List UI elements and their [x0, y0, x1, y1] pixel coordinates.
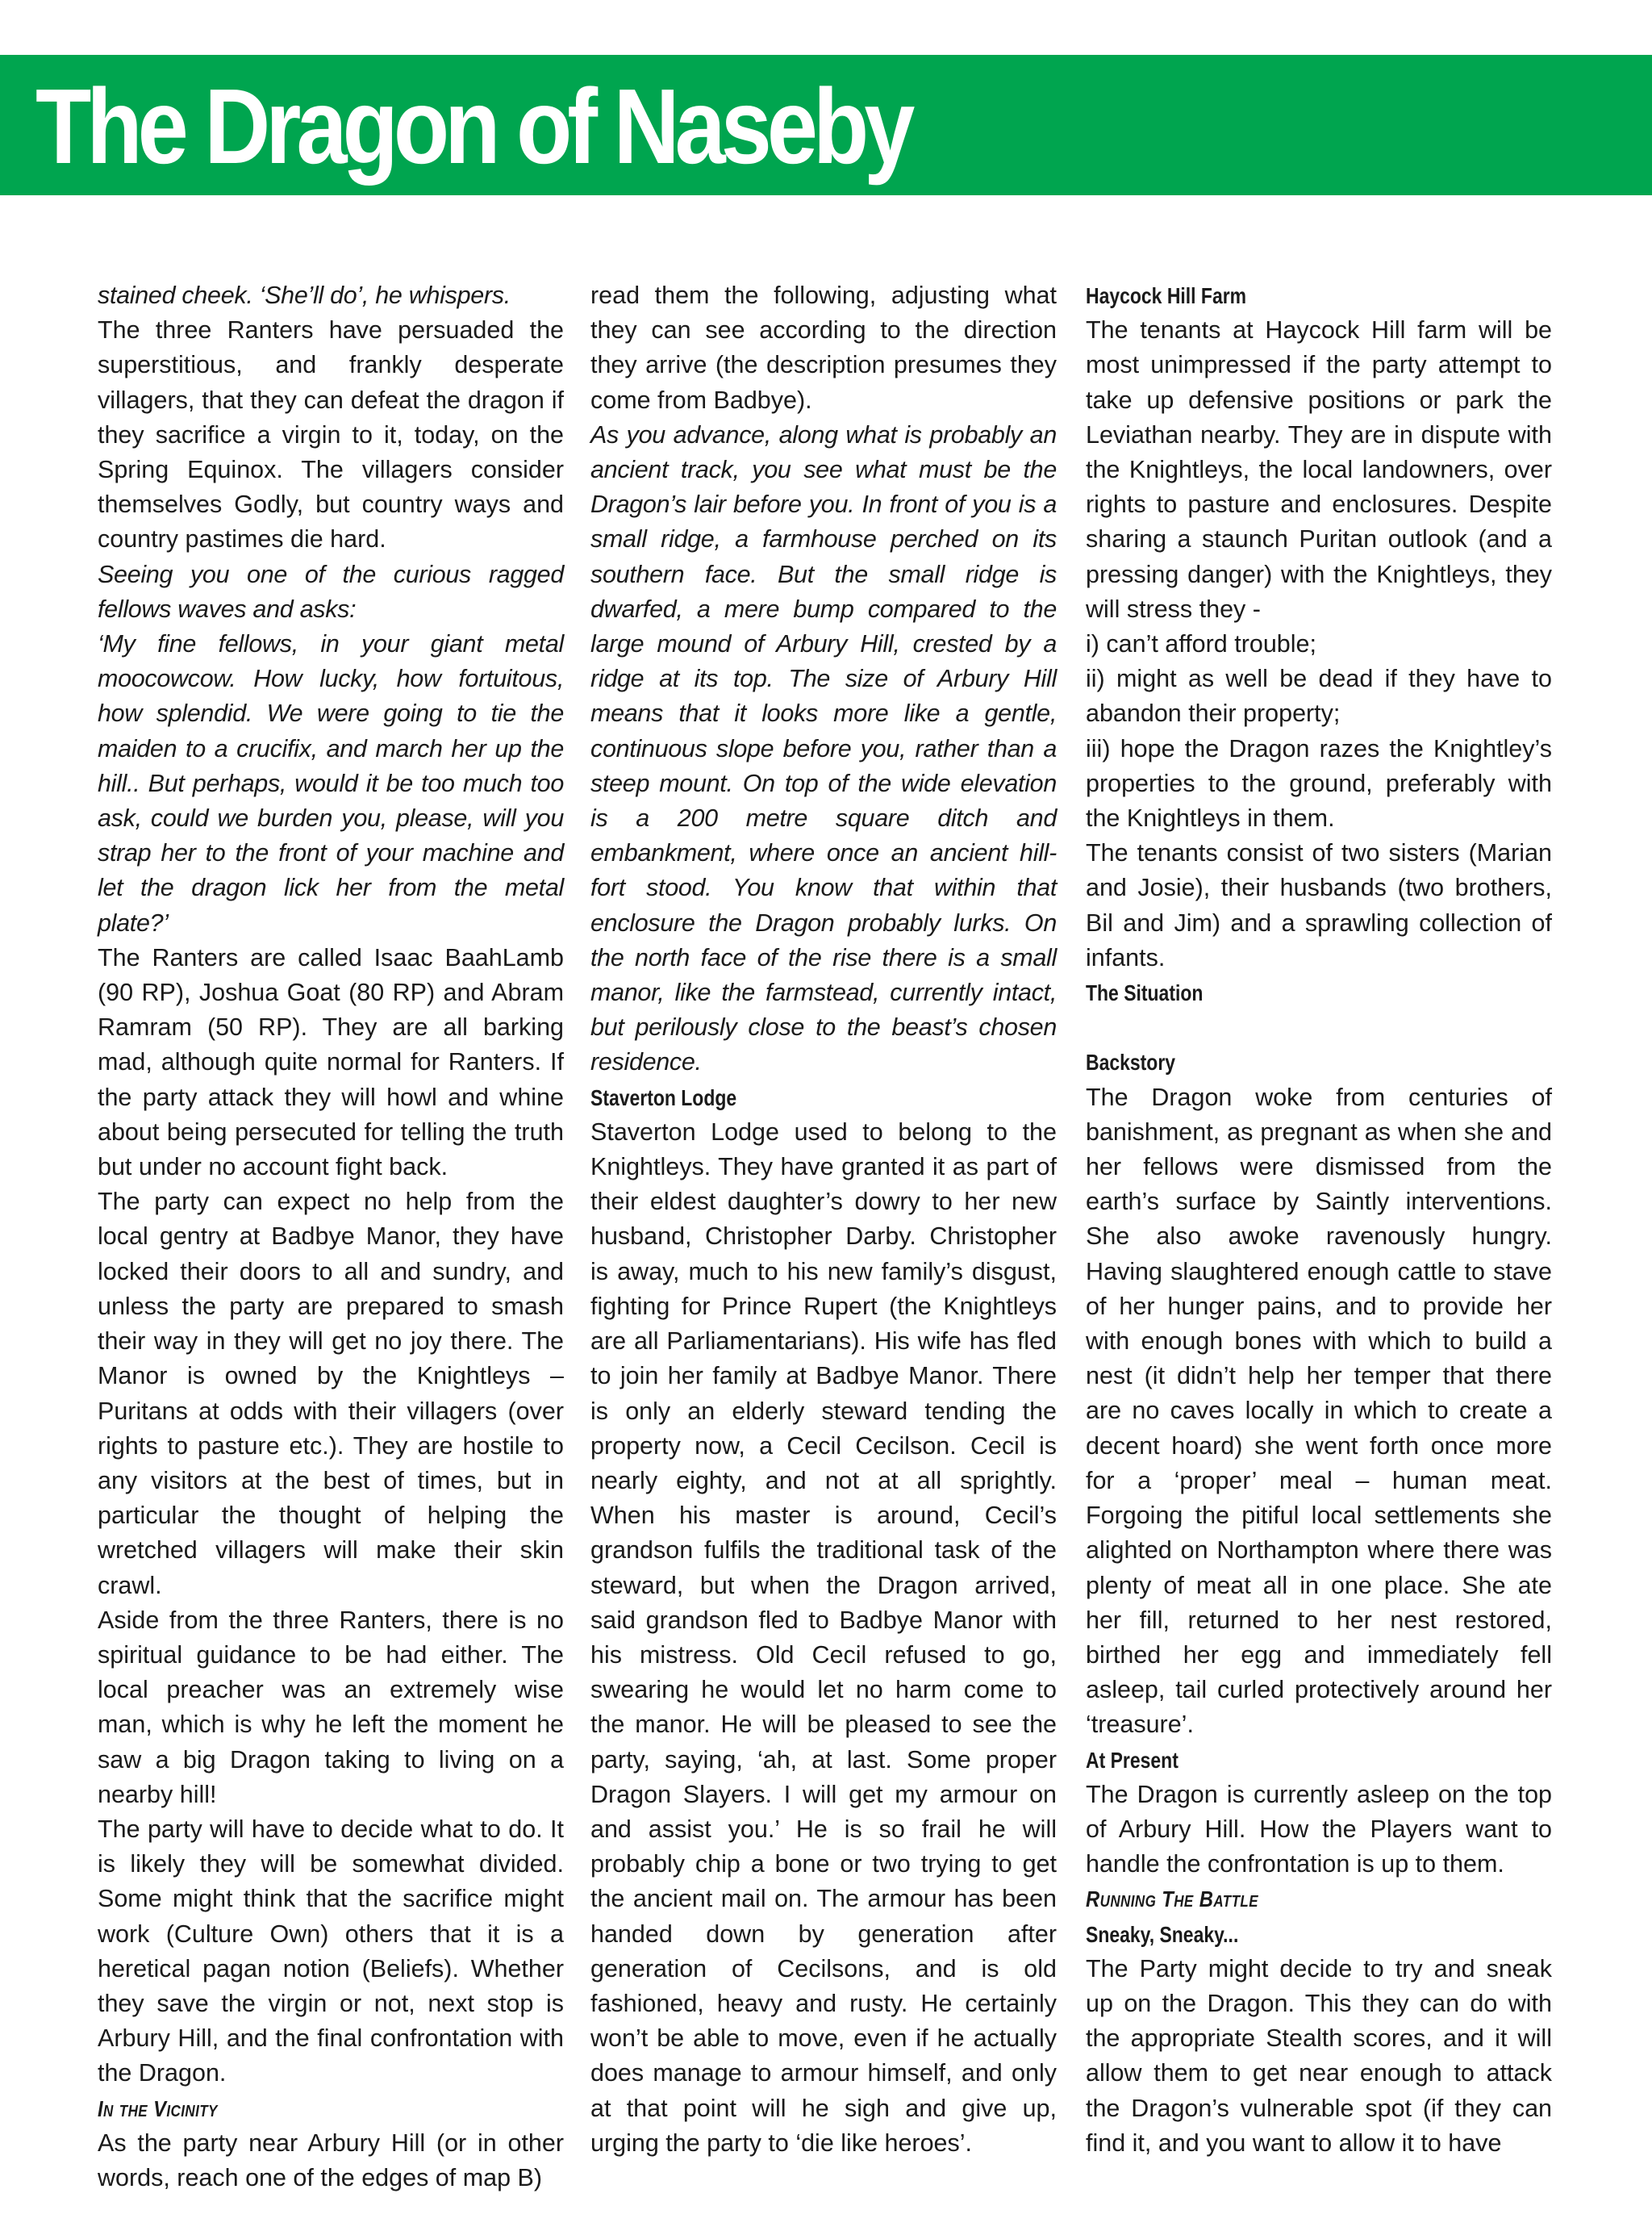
text-column-2 — [590, 278, 1057, 2161]
italic-read-aloud-paragraph: As you advance, along what is probably an ancient track, you see what must be the Dragon’s lair before you. In front of you is a small ridge, a farmhouse perched on its southern face. But the small ridge is dwarfed, a mere bump compared to the large mound of Arbury Hill, crested by a ridge at its top. The size of Arbury Hill means that it looks more like a gentle, continuous slope before you, rather than a steep mount. On top of the wide elevation is a 200 metre square ditch and embankment, where once an ancient hill-fort stood. You know that within that enclosure the Dragon probably lurks. On the north face of the rise there is a small manor, like the farmstead, currently intact, but perilously close to the beast’s chosen residence. — [590, 420, 1057, 1076]
section-heading: Staverton Lodge — [590, 1084, 737, 1110]
body-paragraph: iii) hope the Dragon razes the Knightley’s properties to the ground, preferably with the Knightleys in them. — [1086, 734, 1552, 833]
body-paragraph: As the party near Arbury Hill (or in other words, reach one of the edges of map B) — [98, 2129, 564, 2191]
page-title: The Dragon of Naseby — [35, 67, 911, 186]
body-paragraph: The Ranters are called Isaac BaahLamb (90 RP), Joshua Goat (80 RP) and Abram Ramram (50 RP). They are all barking mad, although quite normal for Ranters. If the party attack they will howl and whine about being persecuted for telling the truth but under no account fight back. — [98, 943, 564, 1181]
body-paragraph: The three Ranters have persuaded the superstitious, and frankly desperate villagers, that they can defeat the dragon if they sacrifice a virgin to it, today, on the Spring Equinox. The villagers consider themselves Godly, but country ways and country pastimes die hard. — [98, 316, 564, 554]
body-paragraph: The Dragon woke from centuries of banishment, as pregnant as when she and her fellows were dismissed from the earth’s surface by Saintly interventions. She also awoke ravenously hungry. Having slaughtered enough cattle to stave of her hunger pains, and to provide her with enough bones with which to build a nest (it didn’t help her temper that there are no caves locally in which to create a decent hoard) she went forth once more for a ‘proper’ meal – human meat. Forgoing the pitiful local settlements she alighted on Northampton where there was plenty of meat all in one place. She ate her fill, returned to her nest restored, birthed her egg and immediately fell asleep, tail curled protectively around her ‘treasure’. — [1086, 1083, 1552, 1739]
section-heading: At Present — [1086, 1747, 1179, 1773]
body-paragraph: The tenants at Haycock Hill farm will be most unimpressed if the party attempt to take up defensive positions or park the Leviathan nearby. They are in dispute with the Knightleys, the local landowners, over rights to pasture and enclosures. Despite sharing a staunch Puritan outlook (and a pressing danger) with the Knightleys, they will stress they - — [1086, 316, 1552, 623]
body-paragraph: i) can’t afford trouble; — [1086, 630, 1316, 658]
body-paragraph: The Party might decide to try and sneak up on the Dragon. This they can do with the appropriate Stealth scores, and it will allow them to get near enough to attack the Dragon’s vulnerable spot (if they can find it, and you want to allow it to have — [1086, 1954, 1552, 2157]
body-paragraph: ii) might as well be dead if they have to abandon their property; — [1086, 665, 1552, 728]
italic-read-aloud-paragraph: stained cheek. ‘She’ll do’, he whispers. — [98, 282, 511, 309]
title-banner — [0, 55, 1652, 195]
body-paragraph: The party can expect no help from the local gentry at Badbye Manor, they have locked their doors to all and sundry, and unless the party are prepared to smash their way in they will get no joy there. The Manor is owned by the Knightleys – Puritans at odds with their villagers (over rights to pasture etc.). They are hostile to any visitors at the best of times, but in particular the thought of helping the wretched villagers will make their skin crawl. — [98, 1188, 564, 1599]
text-column-3 — [1086, 278, 1552, 2161]
body-paragraph: read them the following, adjusting what they can see according to the direction they arrive (the description presumes they come from Badbye). — [590, 282, 1057, 414]
body-paragraph: The party will have to decide what to do. It is likely they will be somewhat divided. Some might think that the sacrifice might work (Culture Own) others that it is a heretical pagan notion (Beliefs). Whether they save the virgin or not, next stop is Arbury Hill, and the final confrontation with the Dragon. — [98, 1815, 564, 2087]
body-paragraph: Aside from the three Ranters, there is no spiritual guidance to be had either. The local preacher was an extremely wise man, which is why he left the moment he saw a big Dragon taking to living on a nearby hill! — [98, 1606, 564, 1808]
italic-read-aloud-paragraph: ‘My fine fellows, in your giant metal moocowcow. How lucky, how fortuitous, how splendid. We were going to tie the maiden to a crucifix, and march her up the hill.. But perhaps, would it be too much too ask, could we burden you, please, will you strap her to the front of your machine and let the dragon lick her from the metal plate?’ — [98, 630, 564, 937]
subsection-heading: Running The Battle — [1086, 1886, 1258, 1912]
section-heading: The Situation — [1086, 980, 1204, 1006]
italic-read-aloud-paragraph: Seeing you one of the curious ragged fellows waves and asks: — [98, 560, 564, 623]
section-heading: Backstory — [1086, 1050, 1176, 1076]
blank-line — [1086, 1010, 1552, 1045]
section-heading: Haycock Hill Farm — [1086, 283, 1247, 308]
text-column-1 — [98, 278, 564, 2195]
body-paragraph: Staverton Lodge used to belong to the Knightleys. They have granted it as part of their eldest daughter’s dowry to her new husband, Christopher Darby. Christopher is away, much to his new family’s disgust, fighting for Prince Rupert (the Knightleys are all Parliamentarians). His wife has fled to join her family at Badbye Manor. There is only an elderly steward tending the property now, a Cecil Cecilson. Cecil is nearly eighty, and not at all sprightly. When his master is around, Cecil’s grandson fulfils the traditional task of the steward, but when the Dragon arrived, said grandson fled to Badbye Manor with his mistress. Old Cecil refused to go, swearing he would let no harm come to the manor. He will be pleased to see the party, saying, ‘ah, at last. Some proper Dragon Slayers. I will get my armour on and assist you.’ He is so frail he will probably chip a bone or two trying to get the ancient mail on. The armour has been handed down by generation after generation of Cecilsons, and is old fashioned, heavy and rusty. He certainly won’t be able to move, even if he actually does manage to armour himself, and only at that point will he sigh and give up, urging the party to ‘die like heroes’. — [590, 1118, 1057, 2157]
body-paragraph: The Dragon is currently asleep on the top of Arbury Hill. How the Players want to handle the confrontation is up to them. — [1086, 1780, 1552, 1878]
subsection-heading: In the Vicinity — [98, 2095, 218, 2121]
section-heading: Sneaky, Sneaky... — [1086, 1921, 1239, 1947]
body-paragraph: The tenants consist of two sisters (Marian and Josie), their husbands (two brothers, Bil and Jim) and a sprawling collection of infants. — [1086, 839, 1552, 971]
